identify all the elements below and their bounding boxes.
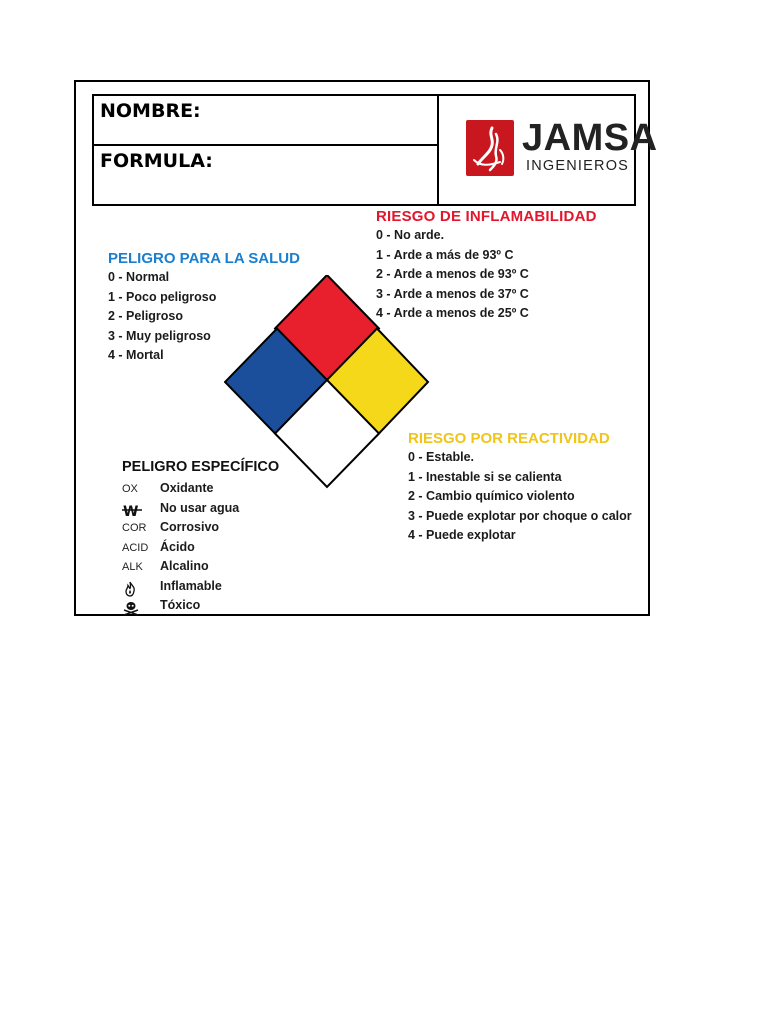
specific-hazard-section xyxy=(122,458,322,617)
flammability-level-0: 0 - No arde. xyxy=(376,228,445,242)
specific-item-oxidizer xyxy=(122,480,322,500)
specific-name: Inflamable xyxy=(160,578,222,593)
alk-symbol: ALK xyxy=(122,561,143,573)
flammability-level-2: 2 - Arde a menos de 93º C xyxy=(376,267,529,281)
reactivity-level-4: 4 - Puede explotar xyxy=(408,528,516,542)
flammability-title: RIESGO DE INFLAMABILIDAD xyxy=(376,208,597,225)
specific-name: Ácido xyxy=(160,539,195,554)
name-formula-box xyxy=(94,96,439,204)
specific-item-flammable xyxy=(122,578,322,598)
logo-mark-icon xyxy=(466,120,514,176)
flammability-level-1: 1 - Arde a más de 93º C xyxy=(376,247,514,262)
specific-list xyxy=(122,480,322,617)
ox-symbol: OX xyxy=(122,483,138,495)
nombre-label: NOMBRE: xyxy=(100,100,201,122)
acid-symbol: ACID xyxy=(122,541,149,554)
nfpa-diamond xyxy=(224,275,430,489)
health-level-1: 1 - Poco peligroso xyxy=(108,289,217,304)
nombre-field xyxy=(94,96,437,146)
specific-name: Oxidante xyxy=(160,481,214,495)
specific-item-alkaline xyxy=(122,558,322,578)
reactivity-level-1: 1 - Inestable si se calienta xyxy=(408,469,562,484)
specific-item-no-water xyxy=(122,500,322,520)
specific-name: No usar agua xyxy=(160,500,240,515)
jamsa-logo xyxy=(466,117,658,178)
health-level-4: 4 - Mortal xyxy=(108,348,164,362)
health-title: PELIGRO PARA LA SALUD xyxy=(108,250,300,267)
specific-name: Corrosivo xyxy=(160,520,220,534)
specific-item-toxic xyxy=(122,597,322,617)
logo-name: JAMSA xyxy=(522,117,658,159)
reactivity-level-0: 0 - Estable. xyxy=(408,450,474,464)
specific-item-acid xyxy=(122,539,322,559)
health-level-2: 2 - Peligroso xyxy=(108,309,184,323)
reactivity-level-2: 2 - Cambio químico violento xyxy=(408,489,575,503)
reactivity-list xyxy=(408,448,648,546)
specific-item-corrosive xyxy=(122,519,322,539)
health-level-3: 3 - Muy peligroso xyxy=(108,328,211,343)
reactivity-level-3: 3 - Puede explotar por choque o calor xyxy=(408,508,632,523)
reactivity-title: RIESGO POR REACTIVIDAD xyxy=(408,430,610,447)
hazard-label-card xyxy=(74,80,658,616)
reactivity-section xyxy=(408,430,648,546)
flammability-level-3: 3 - Arde a menos de 37º C xyxy=(376,286,529,301)
specific-name: Alcalino xyxy=(160,559,209,573)
skull-icon xyxy=(122,600,154,619)
logo-subtitle: INGENIEROS xyxy=(526,158,630,174)
health-level-0: 0 - Normal xyxy=(108,270,170,284)
formula-field xyxy=(94,146,437,204)
svg-text:W: W xyxy=(123,503,139,519)
flammability-level-4: 4 - Arde a menos de 25º C xyxy=(376,306,529,320)
specific-name: Tóxico xyxy=(160,598,201,612)
specific-title: PELIGRO ESPECÍFICO xyxy=(122,459,280,475)
formula-label: FORMULA: xyxy=(100,150,213,172)
header-table xyxy=(92,94,658,206)
cor-symbol: COR xyxy=(122,522,147,534)
